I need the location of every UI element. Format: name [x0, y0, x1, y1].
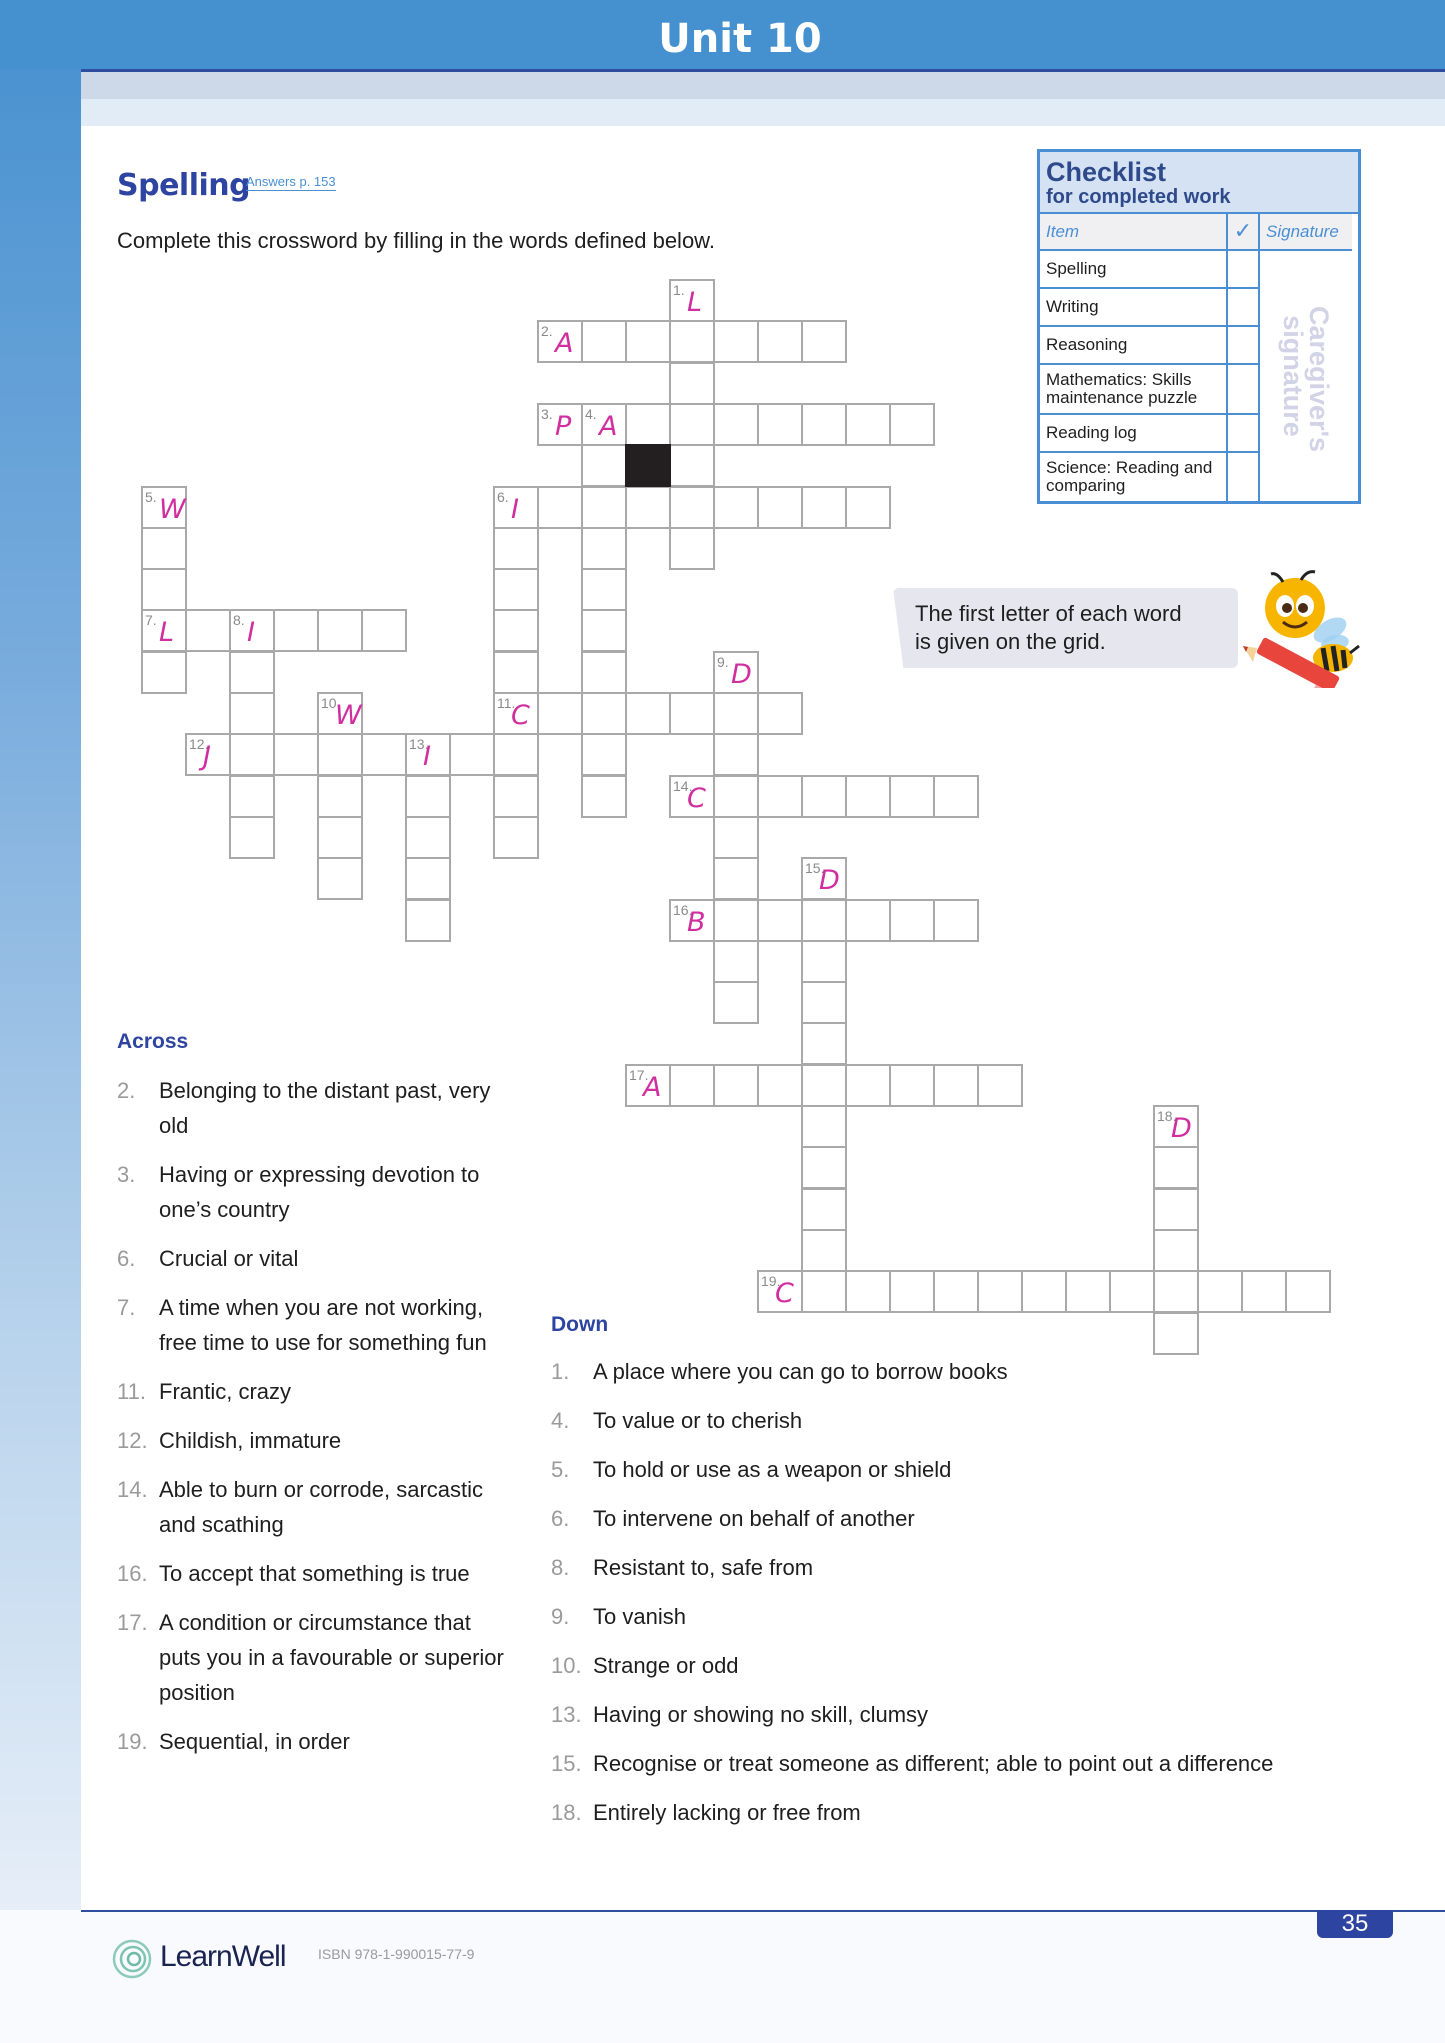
- crossword-cell[interactable]: [405, 857, 451, 900]
- across-clue: [117, 1423, 517, 1458]
- clue-number: 9.: [551, 1604, 570, 1629]
- crossword-cell[interactable]: [581, 692, 627, 735]
- clue-text: Having or showing no skill, clumsy: [593, 1702, 929, 1727]
- crossword-cell[interactable]: [493, 816, 539, 859]
- crossword-cell[interactable]: [361, 609, 407, 652]
- crossword-cell[interactable]: [801, 1064, 847, 1107]
- clue-text: Sequential, in order: [159, 1729, 350, 1754]
- crossword-cell[interactable]: [317, 775, 363, 818]
- clue-number: 19.: [117, 1729, 148, 1754]
- crossword-cell[interactable]: [801, 1188, 847, 1231]
- clue-text: Having or expressing devotion to one’s country: [159, 1162, 480, 1222]
- isbn: ISBN 978-1-990015-77-9: [318, 1946, 475, 1962]
- crossword-cell[interactable]: [713, 940, 759, 983]
- crossword-cell[interactable]: [317, 816, 363, 859]
- crossword-cell[interactable]: [229, 609, 275, 652]
- header-bar: [0, 0, 1445, 69]
- clue-number: 1.: [551, 1359, 570, 1384]
- clue-number: 6.: [551, 1506, 570, 1531]
- checkmark-icon: ✓: [1226, 214, 1260, 251]
- crossword-cell[interactable]: [845, 1064, 891, 1107]
- crossword-cell[interactable]: [1153, 1146, 1199, 1189]
- column-header-item: Item: [1040, 214, 1226, 251]
- clue-text: To value or to cherish: [593, 1408, 803, 1433]
- crossword-cell[interactable]: [229, 651, 275, 694]
- crossword-cell[interactable]: [757, 1270, 803, 1313]
- clue-number: 12.: [117, 1428, 148, 1453]
- crossword-cell[interactable]: [317, 857, 363, 900]
- clue-text: A time when you are not working, free time to use for something fun: [159, 1295, 487, 1355]
- down-clue: [551, 1354, 1431, 1389]
- footer-divider: [81, 1910, 1445, 1912]
- clue-number: 6.: [497, 488, 509, 505]
- header-band: [81, 72, 1445, 99]
- crossword-cell[interactable]: [713, 733, 759, 776]
- across-clue: [117, 1290, 517, 1360]
- instructions: Complete this crossword by filling in the words defined below.: [117, 228, 715, 253]
- across-clue: [117, 1605, 517, 1710]
- clue-text: Belonging to the distant past, very old: [159, 1078, 491, 1138]
- crossword-cell[interactable]: [933, 899, 979, 942]
- crossword-cell[interactable]: [581, 320, 627, 363]
- down-clue: [551, 1795, 1431, 1830]
- down-clue: [551, 1403, 1431, 1438]
- clue-number: 1.: [673, 282, 685, 298]
- clue-number: 3.: [541, 405, 553, 422]
- checklist-table: [1040, 214, 1358, 501]
- clue-number: 8.: [233, 612, 245, 629]
- crossword-cell[interactable]: [713, 403, 759, 446]
- crossword-cell[interactable]: [1153, 1312, 1199, 1355]
- signature-placeholder: Caregiver's signature: [1278, 306, 1334, 453]
- crossword-cell[interactable]: [757, 403, 803, 446]
- crossword-cell[interactable]: [889, 775, 935, 818]
- given-letter: D: [1171, 1113, 1192, 1144]
- crossword-cell[interactable]: [493, 527, 539, 570]
- crossword-cell[interactable]: [625, 1064, 671, 1107]
- crossword-cell[interactable]: [933, 1064, 979, 1107]
- crossword-cell[interactable]: [669, 527, 715, 570]
- clue-number: 6.: [117, 1246, 136, 1271]
- crossword-cell[interactable]: [493, 775, 539, 818]
- checklist-item: Writing: [1040, 289, 1226, 327]
- given-letter: A: [643, 1071, 662, 1103]
- clue-text: Frantic, crazy: [159, 1379, 292, 1404]
- crossword-cell[interactable]: [801, 899, 847, 942]
- given-letter: C: [775, 1278, 794, 1310]
- across-clue: [117, 1556, 517, 1591]
- crossword-cell[interactable]: [845, 403, 891, 446]
- tip-line-1: The first letter of each word: [915, 601, 1182, 626]
- checklist-item: Spelling: [1040, 251, 1226, 289]
- clue-number: 17.: [629, 1066, 649, 1083]
- clue-text: To accept that something is true: [159, 1561, 470, 1586]
- given-letter: C: [511, 700, 530, 731]
- crossword-cell[interactable]: [537, 320, 583, 363]
- crossword-cell[interactable]: [273, 609, 319, 652]
- crossword-cell[interactable]: [801, 1229, 847, 1272]
- clue-number: 16.: [673, 901, 693, 918]
- crossword-cell[interactable]: [757, 899, 803, 942]
- checkbox[interactable]: [1226, 289, 1260, 327]
- crossword-cell[interactable]: [1109, 1270, 1155, 1313]
- down-heading: Down: [551, 1313, 609, 1336]
- crossword-cell[interactable]: [361, 733, 407, 776]
- crossword-cell[interactable]: [493, 692, 539, 735]
- clue-number: 2.: [541, 323, 553, 340]
- crossword-cell[interactable]: [757, 692, 803, 735]
- checklist-item: Mathematics: Skills maintenance puzzle: [1040, 365, 1226, 415]
- clue-number: 9.: [717, 653, 729, 670]
- crossword-cell[interactable]: [801, 775, 847, 818]
- clue-number: 13.: [551, 1702, 582, 1727]
- clue-number: 10.: [321, 695, 341, 711]
- clue-number: 13.: [409, 736, 429, 753]
- given-letter: A: [555, 328, 574, 360]
- crossword-cell[interactable]: [493, 651, 539, 694]
- crossword-cell[interactable]: [625, 692, 671, 735]
- down-clue: [551, 1550, 1431, 1585]
- given-letter: B: [687, 906, 706, 938]
- crossword-cell[interactable]: [845, 899, 891, 942]
- down-clue-list: [551, 1354, 1431, 1844]
- checkbox[interactable]: [1226, 251, 1260, 289]
- side-strip: [0, 0, 81, 1910]
- clue-number: 8.: [551, 1555, 570, 1580]
- crossword-cell[interactable]: [1153, 1188, 1199, 1231]
- learnwell-logo-icon: [110, 1937, 154, 1981]
- crossword-cell[interactable]: [317, 733, 363, 776]
- given-letter: W: [335, 700, 362, 731]
- clue-number: 7.: [117, 1295, 136, 1320]
- down-clue: [551, 1697, 1431, 1732]
- checklist: [1037, 149, 1361, 504]
- crossword-cell[interactable]: [1241, 1270, 1287, 1313]
- crossword-cell[interactable]: [537, 486, 583, 529]
- crossword-cell[interactable]: [801, 1022, 847, 1065]
- crossword-cell[interactable]: [1197, 1270, 1243, 1313]
- crossword-cell[interactable]: [581, 527, 627, 570]
- clue-text: Strange or odd: [593, 1653, 739, 1678]
- down-clue: [551, 1452, 1431, 1487]
- crossword-black-cell: [625, 444, 671, 487]
- checklist-item: Reasoning: [1040, 327, 1226, 365]
- clue-text: To intervene on behalf of another: [593, 1506, 915, 1531]
- crossword-cell[interactable]: [669, 692, 715, 735]
- crossword-cell[interactable]: [845, 486, 891, 529]
- crossword-cell[interactable]: [845, 1270, 891, 1313]
- crossword-cell[interactable]: [493, 486, 539, 529]
- clue-number: 16.: [117, 1561, 148, 1586]
- crossword-cell[interactable]: [581, 486, 627, 529]
- given-letter: J: [203, 741, 211, 773]
- crossword-cell[interactable]: [669, 362, 715, 405]
- clue-number: 12.: [189, 736, 209, 753]
- crossword-cell[interactable]: [845, 775, 891, 818]
- crossword-cell[interactable]: [141, 568, 187, 611]
- clue-number: 14.: [117, 1477, 148, 1502]
- given-letter: D: [819, 865, 840, 897]
- crossword-cell[interactable]: [625, 403, 671, 446]
- across-heading: Across: [117, 1030, 189, 1053]
- crossword-cell[interactable]: [713, 775, 759, 818]
- across-clue: [117, 1472, 517, 1542]
- across-clue: [117, 1073, 517, 1143]
- crossword-cell[interactable]: [537, 403, 583, 446]
- crossword-cell[interactable]: [801, 403, 847, 446]
- column-header-signature: Signature: [1260, 214, 1352, 251]
- given-letter: I: [247, 617, 255, 649]
- down-clue: [551, 1746, 1431, 1781]
- clue-number: 11.: [117, 1379, 146, 1404]
- across-clue: [117, 1374, 517, 1409]
- clue-number: 4.: [551, 1408, 570, 1433]
- clue-text: Entirely lacking or free from: [593, 1800, 861, 1825]
- crossword-cell[interactable]: [801, 1270, 847, 1313]
- crossword-cell[interactable]: [273, 733, 319, 776]
- page-number: 35: [1317, 1910, 1393, 1938]
- crossword-cell[interactable]: [581, 733, 627, 776]
- crossword-cell[interactable]: [757, 1064, 803, 1107]
- down-clue: [551, 1599, 1431, 1634]
- crossword-cell[interactable]: [493, 733, 539, 776]
- down-clue: [551, 1648, 1431, 1683]
- crossword-cell[interactable]: [933, 1270, 979, 1313]
- given-letter: L: [687, 287, 703, 318]
- signature-field[interactable]: [1260, 251, 1352, 501]
- down-clue: [551, 1501, 1431, 1536]
- crossword-cell[interactable]: [493, 568, 539, 611]
- clue-text: Recognise or treat someone as different; able to point out a difference: [593, 1751, 1274, 1776]
- clue-text: A condition or circumstance that puts you in a favourable or superior position: [159, 1610, 504, 1705]
- crossword-cell[interactable]: [713, 899, 759, 942]
- crossword-cell[interactable]: [669, 403, 715, 446]
- bee-with-pencil-icon: [1235, 568, 1360, 688]
- crossword-cell[interactable]: [229, 692, 275, 735]
- crossword-cell[interactable]: [229, 816, 275, 859]
- crossword-cell[interactable]: [801, 1105, 847, 1148]
- crossword-cell[interactable]: [757, 320, 803, 363]
- clue-number: 15.: [805, 860, 825, 877]
- crossword-cell[interactable]: [713, 320, 759, 363]
- checkbox[interactable]: [1226, 415, 1260, 453]
- section-title: Spelling: [117, 168, 251, 203]
- crossword-cell[interactable]: [801, 486, 847, 529]
- crossword-cell[interactable]: [1153, 1270, 1199, 1313]
- crossword-cell[interactable]: [405, 775, 451, 818]
- crossword-cell[interactable]: [801, 1146, 847, 1189]
- clue-number: 2.: [117, 1078, 136, 1103]
- crossword-cell[interactable]: [669, 279, 715, 322]
- clue-text: A place where you can go to borrow books: [593, 1359, 1008, 1384]
- crossword-cell[interactable]: [933, 775, 979, 818]
- clue-number: 7.: [145, 612, 157, 629]
- given-letter: P: [555, 410, 572, 442]
- crossword-cell[interactable]: [889, 403, 935, 446]
- unit-title: Unit 10: [658, 16, 822, 62]
- crossword-cell[interactable]: [185, 733, 231, 776]
- crossword-cell[interactable]: [669, 320, 715, 363]
- across-clue-list: [117, 1073, 517, 1773]
- clue-number: 17.: [117, 1610, 148, 1635]
- crossword-cell[interactable]: [669, 775, 715, 818]
- crossword-cell[interactable]: [801, 320, 847, 363]
- given-letter: W: [159, 493, 186, 525]
- crossword-cell[interactable]: [669, 899, 715, 942]
- crossword-cell[interactable]: [493, 609, 539, 652]
- crossword-cell[interactable]: [625, 486, 671, 529]
- checklist-header: [1040, 152, 1358, 214]
- crossword-cell[interactable]: [977, 1270, 1023, 1313]
- clue-number: 18.: [1157, 1108, 1177, 1124]
- given-letter: L: [159, 617, 175, 649]
- given-letter: I: [423, 741, 431, 773]
- crossword-cell[interactable]: [1285, 1270, 1331, 1313]
- crossword-cell[interactable]: [713, 857, 759, 900]
- crossword-cell[interactable]: [581, 609, 627, 652]
- crossword-cell[interactable]: [1153, 1105, 1199, 1148]
- crossword-cell[interactable]: [757, 775, 803, 818]
- crossword-cell[interactable]: [801, 857, 847, 900]
- crossword-cell[interactable]: [185, 609, 231, 652]
- clue-number: 18.: [551, 1800, 582, 1825]
- crossword-cell[interactable]: [229, 775, 275, 818]
- checklist-subtitle: for completed work: [1046, 186, 1231, 208]
- crossword-cell[interactable]: [713, 486, 759, 529]
- crossword-cell[interactable]: [977, 1064, 1023, 1107]
- tip-text: [915, 600, 1182, 656]
- clue-text: Able to burn or corrode, sarcastic and scathing: [159, 1477, 484, 1537]
- crossword-cell[interactable]: [669, 1064, 715, 1107]
- crossword-cell[interactable]: [581, 651, 627, 694]
- crossword-cell[interactable]: [713, 692, 759, 735]
- clue-number: 14.: [673, 777, 693, 794]
- crossword-cell[interactable]: [141, 609, 187, 652]
- crossword-cell[interactable]: [713, 816, 759, 859]
- clue-number: 15.: [551, 1751, 582, 1776]
- crossword-cell[interactable]: [141, 486, 187, 529]
- crossword-cell[interactable]: [449, 733, 495, 776]
- clue-number: 19.: [761, 1273, 781, 1290]
- clue-number: 4.: [585, 405, 597, 422]
- crossword-cell[interactable]: [713, 1064, 759, 1107]
- crossword-cell[interactable]: [405, 816, 451, 859]
- crossword-cell[interactable]: [317, 609, 363, 652]
- clue-text: To hold or use as a weapon or shield: [593, 1457, 952, 1482]
- crossword-cell[interactable]: [317, 692, 363, 735]
- crossword-cell[interactable]: [581, 775, 627, 818]
- crossword-cell[interactable]: [229, 733, 275, 776]
- crossword-cell[interactable]: [141, 527, 187, 570]
- crossword-cell[interactable]: [1021, 1270, 1067, 1313]
- tip-line-2: is given on the grid.: [915, 629, 1106, 654]
- crossword-cell[interactable]: [889, 1064, 935, 1107]
- clue-number: 3.: [117, 1162, 136, 1187]
- crossword-cell[interactable]: [801, 940, 847, 983]
- given-letter: C: [687, 782, 706, 814]
- crossword-cell[interactable]: [713, 981, 759, 1024]
- given-letter: A: [599, 410, 618, 442]
- clue-number: 5.: [551, 1457, 570, 1482]
- checklist-title: Checklist: [1046, 157, 1167, 187]
- crossword-cell[interactable]: [713, 651, 759, 694]
- crossword-cell[interactable]: [889, 1270, 935, 1313]
- header-band-light: [81, 99, 1445, 126]
- crossword-cell[interactable]: [405, 733, 451, 776]
- crossword-cell[interactable]: [669, 486, 715, 529]
- checkbox[interactable]: [1226, 453, 1260, 501]
- crossword-cell[interactable]: [537, 692, 583, 735]
- crossword-cell[interactable]: [581, 444, 627, 487]
- given-letter: I: [511, 493, 519, 525]
- given-letter: D: [731, 658, 752, 690]
- clue-text: Crucial or vital: [159, 1246, 299, 1271]
- clue-number: 10.: [551, 1653, 582, 1678]
- checkbox[interactable]: [1226, 327, 1260, 365]
- checkbox[interactable]: [1226, 365, 1260, 415]
- crossword-cell[interactable]: [405, 899, 451, 942]
- clue-number: 11.: [497, 695, 516, 711]
- crossword-cell[interactable]: [141, 651, 187, 694]
- crossword-cell[interactable]: [625, 320, 671, 363]
- across-clue: [117, 1157, 517, 1227]
- clue-text: Childish, immature: [159, 1428, 342, 1453]
- crossword-cell[interactable]: [801, 981, 847, 1024]
- answers-link[interactable]: Answers p. 153: [246, 174, 336, 189]
- clue-text: To vanish: [593, 1604, 686, 1629]
- clue-text: Resistant to, safe from: [593, 1555, 814, 1580]
- across-clue: [117, 1724, 517, 1759]
- brand-name: LearnWell: [160, 1940, 286, 1973]
- crossword-cell[interactable]: [1065, 1270, 1111, 1313]
- crossword-cell[interactable]: [581, 403, 627, 446]
- crossword-cell[interactable]: [889, 899, 935, 942]
- crossword-cell[interactable]: [1153, 1229, 1199, 1272]
- across-clue: [117, 1241, 517, 1276]
- clue-number: 5.: [145, 488, 157, 505]
- crossword-cell[interactable]: [757, 486, 803, 529]
- crossword-cell[interactable]: [669, 444, 715, 487]
- checklist-item: Reading log: [1040, 415, 1226, 453]
- checklist-item: Science: Reading and comparing: [1046, 458, 1213, 495]
- crossword-cell[interactable]: [581, 568, 627, 611]
